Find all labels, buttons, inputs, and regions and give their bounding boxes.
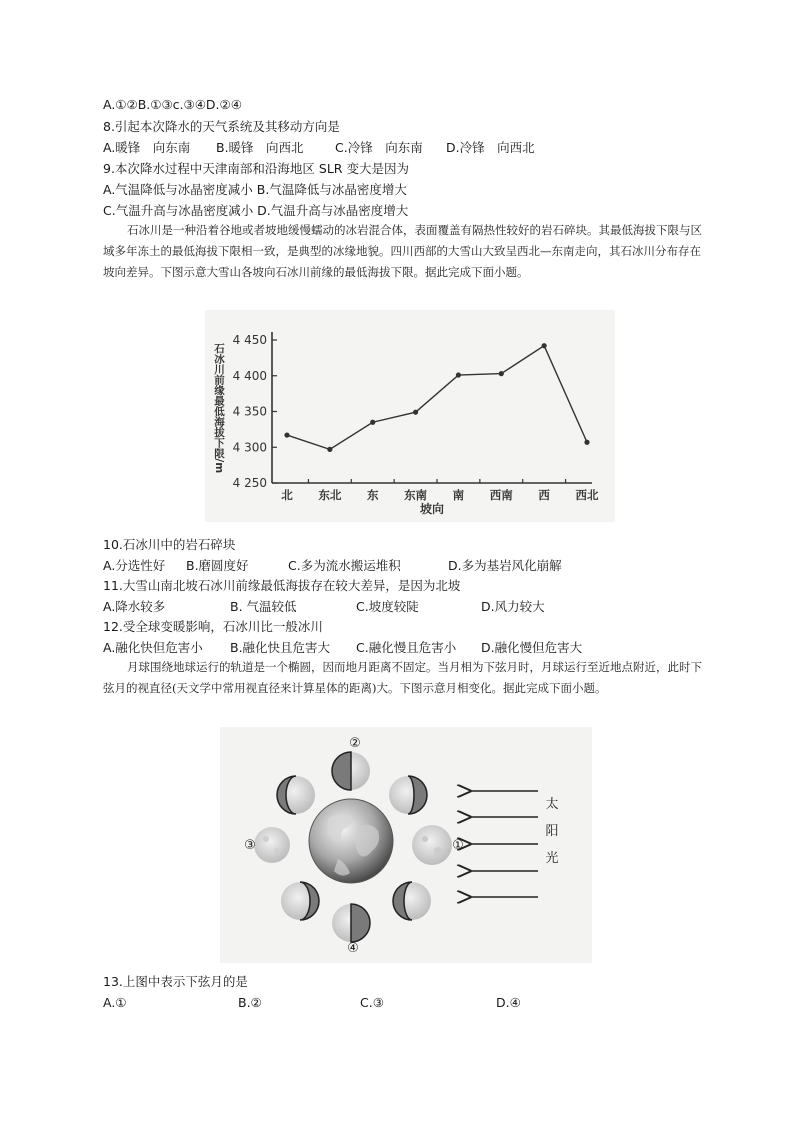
- moon-position-1: [412, 825, 452, 865]
- data-point: [499, 371, 504, 376]
- x-axis-label: 坡向: [419, 502, 445, 516]
- y-tick-label: 4 250: [232, 476, 267, 490]
- q12-option-b: B.融化快且危害大: [230, 640, 331, 655]
- x-tick-label: 东南: [404, 488, 428, 502]
- y-tick-label: 4 400: [232, 368, 267, 383]
- q13-option-d: D.④: [496, 995, 521, 1010]
- q12-stem: 12.受全球变暖影响，石冰川比一般冰川: [103, 619, 323, 634]
- q13-option-b: B.②: [238, 995, 262, 1010]
- chart-svg: [205, 310, 615, 522]
- q8-stem: 8.引起本次降水的天气系统及其移动方向是: [103, 119, 340, 134]
- sun-label-1: 太: [545, 797, 559, 812]
- q10-option-c: C.多为流水搬运堆积: [288, 558, 401, 573]
- sun-label-2: 阳: [545, 824, 559, 839]
- x-tick-label: 西南: [489, 488, 513, 502]
- data-point: [413, 410, 418, 415]
- q13-option-a: A.①: [103, 995, 127, 1010]
- sun-label-3: 光: [545, 851, 559, 866]
- q11-option-b: B. 气温较低: [230, 599, 297, 614]
- moon-upper-right: [389, 776, 427, 814]
- q13-stem: 13.上图中表示下弦月的是: [103, 974, 248, 989]
- y-tick-label: 4 300: [232, 440, 267, 455]
- y-tick-label: 4 350: [232, 404, 267, 419]
- q12-option-d: D.融化慢但危害大: [481, 640, 583, 655]
- q10-option-a: A.分选性好: [103, 558, 166, 573]
- y-axis-label: 石冰川前缘最低海拔下限/m: [213, 342, 225, 474]
- moon-upper-left: [277, 776, 315, 814]
- marker-4: ④: [347, 941, 359, 956]
- q13-option-c: C.③: [360, 995, 384, 1010]
- q10-option-b: B.磨圆度好: [186, 558, 249, 573]
- x-tick-label: 西北: [575, 488, 599, 502]
- q10-option-d: D.多为基岩风化崩解: [448, 558, 562, 573]
- y-tick-label: 4 450: [232, 333, 267, 347]
- marker-3: ③: [244, 838, 256, 853]
- q11-stem: 11.大雪山南北坡石冰川前缘最低海拔存在较大差异，是因为北坡: [103, 578, 461, 593]
- q7-options: A.①②B.①③c.③④D.②④: [103, 97, 242, 112]
- moon-lower-right: [393, 882, 431, 920]
- moon-lower-left: [281, 882, 319, 920]
- data-point: [327, 447, 332, 452]
- q11-option-c: C.坡度较陡: [356, 599, 419, 614]
- passage-moon-phases: 月球围绕地球运行的轨道是一个椭圆，因而地月距离不固定。当月相为下弦月时，月球运行至近地点附近，此时下弦月的视直径(天文学中常用视直径来计算星体的距离)大。下图示意月相变化。据此完成下面小题。: [103, 660, 702, 695]
- q8-option-c: C.冷锋 向东南: [335, 140, 423, 155]
- data-point: [284, 432, 289, 437]
- moon-position-2: [332, 752, 370, 790]
- moon-position-4: [332, 904, 370, 942]
- q12-option-c: C.融化慢且危害小: [356, 640, 457, 655]
- x-tick-label: 东: [366, 488, 379, 502]
- x-tick-label: 西: [538, 488, 550, 502]
- q8-option-a: A.暖锋 向东南: [103, 140, 191, 155]
- moon-phase-figure: [220, 727, 592, 963]
- x-tick-label: 南: [452, 488, 465, 502]
- data-point: [584, 440, 589, 445]
- q11-option-a: A.降水较多: [103, 599, 166, 614]
- q9-options-row2: C.气温升高与冰晶密度减小 D.气温升高与冰晶密度增大: [103, 203, 409, 218]
- x-tick-label: 北: [281, 488, 293, 502]
- marker-1: ①: [452, 838, 464, 853]
- q10-stem: 10.石冰川中的岩石碎块: [103, 537, 236, 552]
- q8-option-d: D.冷锋 向西北: [446, 140, 535, 155]
- x-tick-label: 东北: [318, 488, 342, 502]
- q9-stem: 9.本次降水过程中天津南部和沿海地区 SLR 变大是因为: [103, 161, 409, 176]
- data-point: [456, 372, 461, 377]
- q9-options-row1: A.气温降低与冰晶密度减小 B.气温降低与冰晶密度增大: [103, 182, 407, 197]
- earth-globe: [309, 799, 393, 883]
- data-point: [542, 343, 547, 348]
- q12-option-a: A.融化快但危害小: [103, 640, 203, 655]
- q8-option-b: B.暖锋 向西北: [216, 140, 304, 155]
- data-point: [370, 420, 375, 425]
- q11-option-d: D.风力较大: [481, 599, 545, 614]
- passage-rock-glacier: 石冰川是一种沿着谷地或者坡地缓慢蠕动的冰岩混合体，表面覆盖有隔热性较好的岩石碎块。其最低海拔下限与区域多年冻土的最低海拔下限相一致，是典型的冰缘地貌。四川西部的大雪山大致呈西北—东南走向，其石冰川分布存在坡向差异。下图示意大雪山各坡向石冰川前缘的最低海拔下限。据此完成下面小题。: [103, 223, 702, 279]
- moon-position-3: [254, 827, 290, 863]
- rock-glacier-chart: [205, 310, 615, 522]
- marker-2: ②: [349, 736, 361, 751]
- moon-phase-svg: [220, 727, 592, 963]
